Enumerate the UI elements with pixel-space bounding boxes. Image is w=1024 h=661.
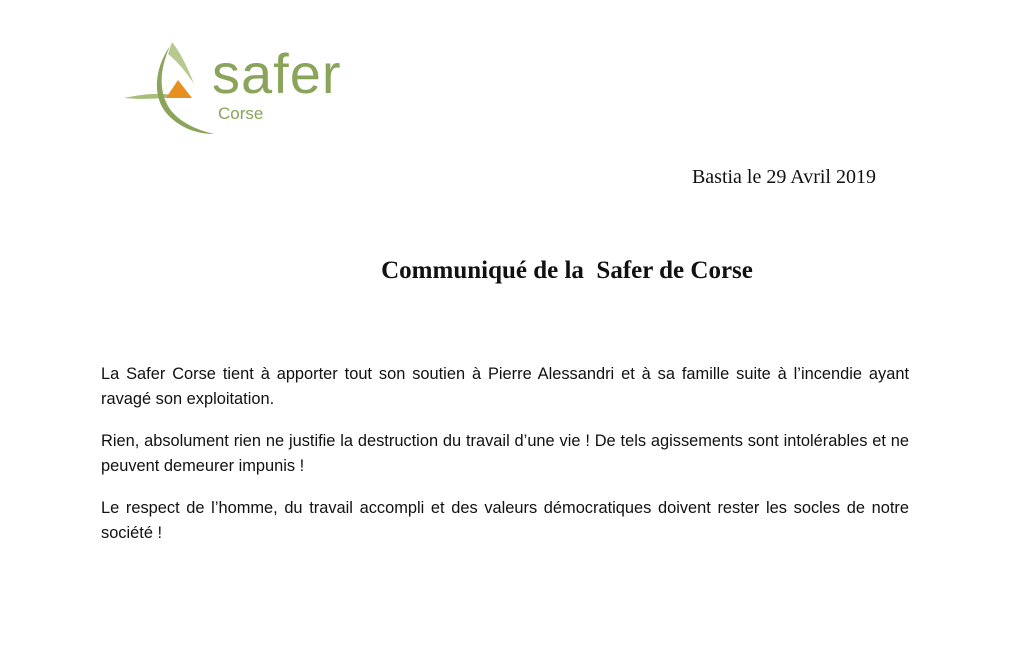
- paragraph-support: La Safer Corse tient à apporter tout son soutien à Pierre Alessandri et à sa famille suite à l’incendie ayant ravagé son exploitation.: [101, 365, 909, 408]
- logo-subtitle: Corse: [218, 104, 264, 123]
- safer-corse-logo: [122, 40, 362, 140]
- paragraph-condemnation: Rien, absolument rien ne justifie la destruction du travail d’une vie ! De tels agissements sont intolérables et ne peuvent demeurer impunis !: [101, 432, 909, 475]
- paragraph-values: Le respect de l’homme, du travail accompli et des valeurs démocratiques doivent rester les socles de notre société !: [101, 499, 909, 542]
- logo-wordmark: safer: [212, 42, 342, 105]
- date-line: Bastia le 29 Avril 2019: [691, 166, 876, 188]
- communique-body: [101, 362, 909, 563]
- page-title: Communiqué de la Safer de Corse: [381, 257, 753, 284]
